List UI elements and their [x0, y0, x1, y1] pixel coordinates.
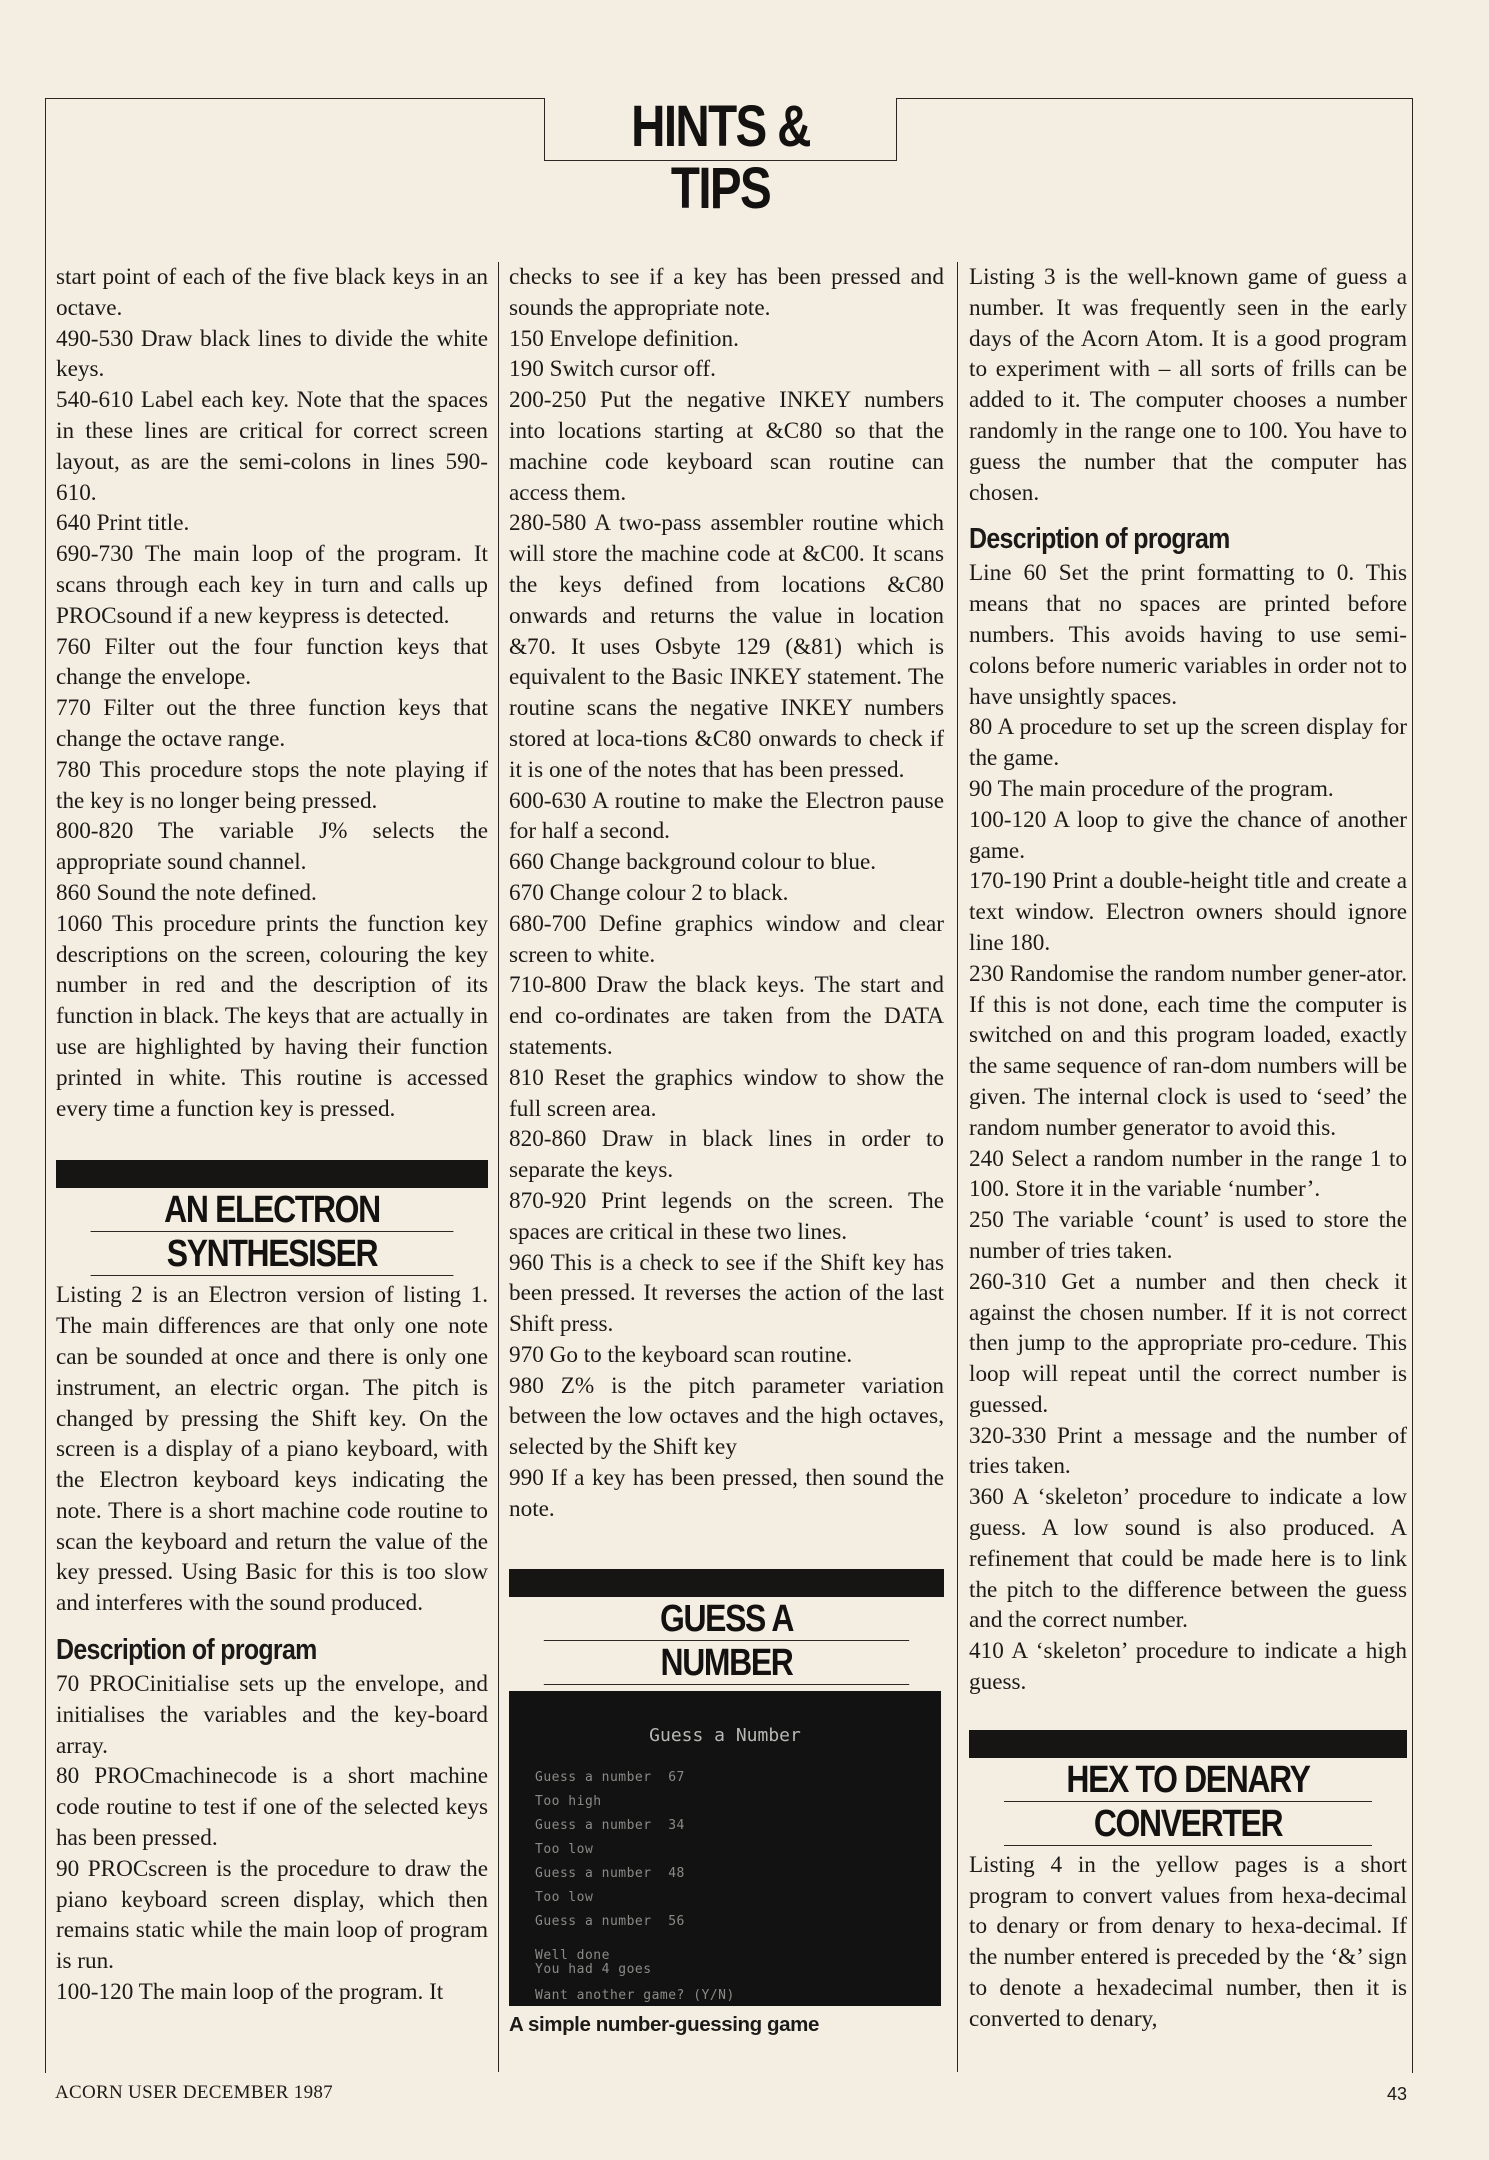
- paragraph: 820-860 Draw in black lines in order to separate the keys.: [509, 1126, 944, 1184]
- paragraph: 680-700 Define graphics window and clear screen to white.: [509, 910, 944, 968]
- page-frame-left: [45, 98, 46, 2073]
- paragraph: start point of each of the five black keys in an octave.: [56, 264, 488, 321]
- paragraph: 230 Randomise the random number gener-ator. If this is not done, each time the computer is switched on and this program loaded, exactly the same sequence of ran-dom numbers will be given. The internal clock is used to ‘seed’ the random number generator to avoid this.: [969, 960, 1407, 1141]
- paragraph: 810 Reset the graphics window to show the full screen area.: [509, 1064, 944, 1122]
- paragraph: 860 Sound the note defined.: [56, 879, 317, 906]
- paragraph: 100-120 A loop to give the chance of another game.: [969, 806, 1407, 864]
- column-2: [509, 262, 944, 2038]
- paragraph: 970 Go to the keyboard scan routine.: [509, 1341, 853, 1368]
- box-title-line-1: HEX TO DENARY: [1004, 1760, 1372, 1802]
- box-heading-hex-to-denary: [969, 1730, 1407, 1846]
- paragraph: 320-330 Print a message and the number of tries taken.: [969, 1422, 1407, 1480]
- paragraph: 800-820 The variable J% selects the appropriate sound channel.: [56, 818, 488, 876]
- screen-line: Want another game? (Y/N): [535, 1987, 735, 2003]
- screen-line: Well done: [535, 1947, 610, 1963]
- paragraph: 870-920 Print legends on the screen. The spaces are critical in these two lines.: [509, 1187, 944, 1245]
- game-screenshot: [509, 1691, 941, 2006]
- paragraph: 540-610 Label each key. Note that the spaces in these lines are critical for correct screen layout, as are the semi-colons in lines 590-610.: [56, 387, 488, 506]
- paragraph: 260-310 Get a number and then check it against the chosen number. If it is not correct then jump to the appropriate pro-cedure. This loop will repeat until the correct number is guessed.: [969, 1268, 1407, 1418]
- paragraph: 770 Filter out the three function keys that change the octave range.: [56, 695, 488, 752]
- paragraph: 600-630 A routine to make the Electron pause for half a second.: [509, 787, 944, 845]
- paragraph: 100-120 The main loop of the program. It: [56, 1979, 444, 2006]
- box-title-line-2: NUMBER: [544, 1643, 909, 1685]
- paragraph: 670 Change colour 2 to black.: [509, 879, 789, 906]
- paragraph: 990 If a key has been pressed, then sound the note.: [509, 1465, 944, 1522]
- paragraph: Listing 2 is an Electron version of listing 1. The main differences are that only one note can be sounded at once and there is only one instrument, an electric organ. The pitch is changed by pressing the Shift key. On the screen is a display of a piano keyboard, with the Electron keyboard keys indicating the note. There is a short machine code routine to scan the keyboard and return the value of the key pressed. Using Basic for this is too slow and interferes with the sound produced.: [56, 1282, 488, 1617]
- paragraph: 280-580 A two-pass assembler routine which will store the machine code at &C00. It scans the keys defined from locations &C80 onwards and returns the value in location &70. It uses Osbyte 129 (&81) which is equivalent to the Basic INKEY statement. The routine scans the negative INKEY numbers stored at loca-tions &C80 onwards to check if it is one of the notes that has been pressed.: [509, 510, 944, 783]
- paragraph: 490-530 Draw black lines to divide the white keys.: [56, 325, 488, 383]
- paragraph: 170-190 Print a double-height title and create a text window. Electron owners should ignore line 180.: [969, 868, 1407, 956]
- screen-line: Too low: [535, 1889, 594, 1905]
- box-heading-electron-synthesiser: [56, 1160, 488, 1276]
- paragraph: 690-730 The main loop of the program. It scans through each key in turn and calls up PROCsound if a new keypress is detected.: [56, 541, 488, 629]
- subheading: Description of program: [969, 523, 1230, 556]
- column-1: [56, 262, 488, 2008]
- box-title-line-1: GUESS A: [544, 1599, 909, 1641]
- column-rule-1: [498, 262, 499, 2072]
- paragraph: 980 Z% is the pitch parameter variation between the low octaves and the high octaves, selected by the Shift key: [509, 1372, 944, 1461]
- heading-bar: [509, 1569, 944, 1597]
- screen-line: Guess a number 56: [535, 1913, 685, 1929]
- box-heading-guess-a-number: [509, 1569, 944, 1685]
- screen-line: Too low: [535, 1841, 594, 1857]
- page-frame-right: [1412, 98, 1413, 2073]
- screen-line: Guess a number 67: [535, 1769, 685, 1785]
- paragraph: 780 This procedure stops the note playing if the key is no longer being pressed.: [56, 756, 488, 814]
- paragraph: 190 Switch cursor off.: [509, 356, 716, 383]
- heading-bar: [969, 1730, 1407, 1758]
- column-rule-2: [957, 262, 958, 2072]
- paragraph: 1060 This procedure prints the function key descriptions on the screen, colouring the key number in red and the description of its function in black. The keys that are actually in use are highlighted by having their function printed in white. This routine is accessed every time a function key is pressed.: [56, 910, 488, 1122]
- paragraph: 410 A ‘skeleton’ procedure to indicate a high guess.: [969, 1638, 1407, 1696]
- paragraph: 80 A procedure to set up the screen display for the game.: [969, 714, 1407, 772]
- figure-caption: A simple number-guessing game: [509, 2012, 820, 2036]
- paragraph: Listing 3 is the well-known game of guess a number. It was frequently seen in the early days of the Acorn Atom. It is a good program to experiment with – all sorts of frills can be added to it. The computer chooses a number randomly in the range one to 100. You have to guess the number that the computer has chosen.: [969, 264, 1407, 506]
- box-title-line-2: CONVERTER: [1004, 1804, 1372, 1846]
- paragraph: Listing 4 in the yellow pages is a short program to convert values from hexa-decimal to denary or from denary to hexa-decimal. If the number entered is preceded by the ‘&’ sign to denote a hexadecimal number, then it is converted to denary,: [969, 1851, 1407, 2032]
- box-title-line-2: SYNTHESISER: [91, 1234, 454, 1276]
- paragraph: 760 Filter out the four function keys that change the envelope.: [56, 633, 488, 691]
- paragraph: 360 A ‘skeleton’ procedure to indicate a low guess. A low sound is also produced. A refinement that could be made here is to link the pitch to the difference between the guess and the correct number.: [969, 1484, 1407, 1634]
- subheading: Description of program: [56, 1634, 317, 1667]
- screen-line: Guess a number 34: [535, 1817, 685, 1833]
- column-3: [969, 262, 1407, 2035]
- paragraph: 90 PROCscreen is the procedure to draw the piano keyboard screen display, which then remains static while the main loop of program is run.: [56, 1855, 488, 1975]
- heading-bar: [56, 1160, 488, 1188]
- paragraph: 660 Change background colour to blue.: [509, 849, 877, 876]
- paragraph: checks to see if a key has been pressed and sounds the appropriate note.: [509, 264, 944, 321]
- paragraph: 250 The variable ‘count’ is used to store the number of tries taken.: [969, 1207, 1407, 1264]
- page-number: 43: [1387, 2084, 1408, 2104]
- screen-line: Guess a number 48: [535, 1865, 685, 1881]
- screen-title: Guess a Number: [649, 1724, 801, 1746]
- paragraph: 90 The main procedure of the program.: [969, 775, 1334, 802]
- section-header: [544, 94, 897, 221]
- paragraph: 150 Envelope definition.: [509, 325, 739, 352]
- paragraph: 240 Select a random number in the range 1 to 100. Store it in the variable ‘number’.: [969, 1145, 1407, 1203]
- paragraph: 960 This is a check to see if the Shift key has been pressed. It reverses the action of the last Shift press.: [509, 1249, 944, 1338]
- screen-line: Too high: [535, 1793, 602, 1809]
- paragraph: 80 PROCmachinecode is a short machine code routine to test if one of the selected keys has been pressed.: [56, 1763, 488, 1852]
- footer-publication: ACORN USER DECEMBER 1987: [55, 2082, 333, 2103]
- section-title: HINTS & TIPS: [631, 94, 810, 221]
- paragraph: 70 PROCinitialise sets up the envelope, and initialises the variables and the key-board array.: [56, 1671, 488, 1759]
- paragraph: 200-250 Put the negative INKEY numbers into locations starting at &C80 so that the machine code keyboard scan routine can access them.: [509, 387, 944, 506]
- box-title-line-1: AN ELECTRON: [91, 1190, 454, 1232]
- paragraph: 710-800 Draw the black keys. The start and end co-ordinates are taken from the DATA statements.: [509, 972, 944, 1060]
- paragraph: Line 60 Set the print formatting to 0. This means that no spaces are printed before numbers. This avoids having to use semi-colons before numeric variables in order not to have unsightly spaces.: [969, 560, 1407, 710]
- screen-line: You had 4 goes: [535, 1961, 652, 1977]
- paragraph: 640 Print title.: [56, 510, 190, 537]
